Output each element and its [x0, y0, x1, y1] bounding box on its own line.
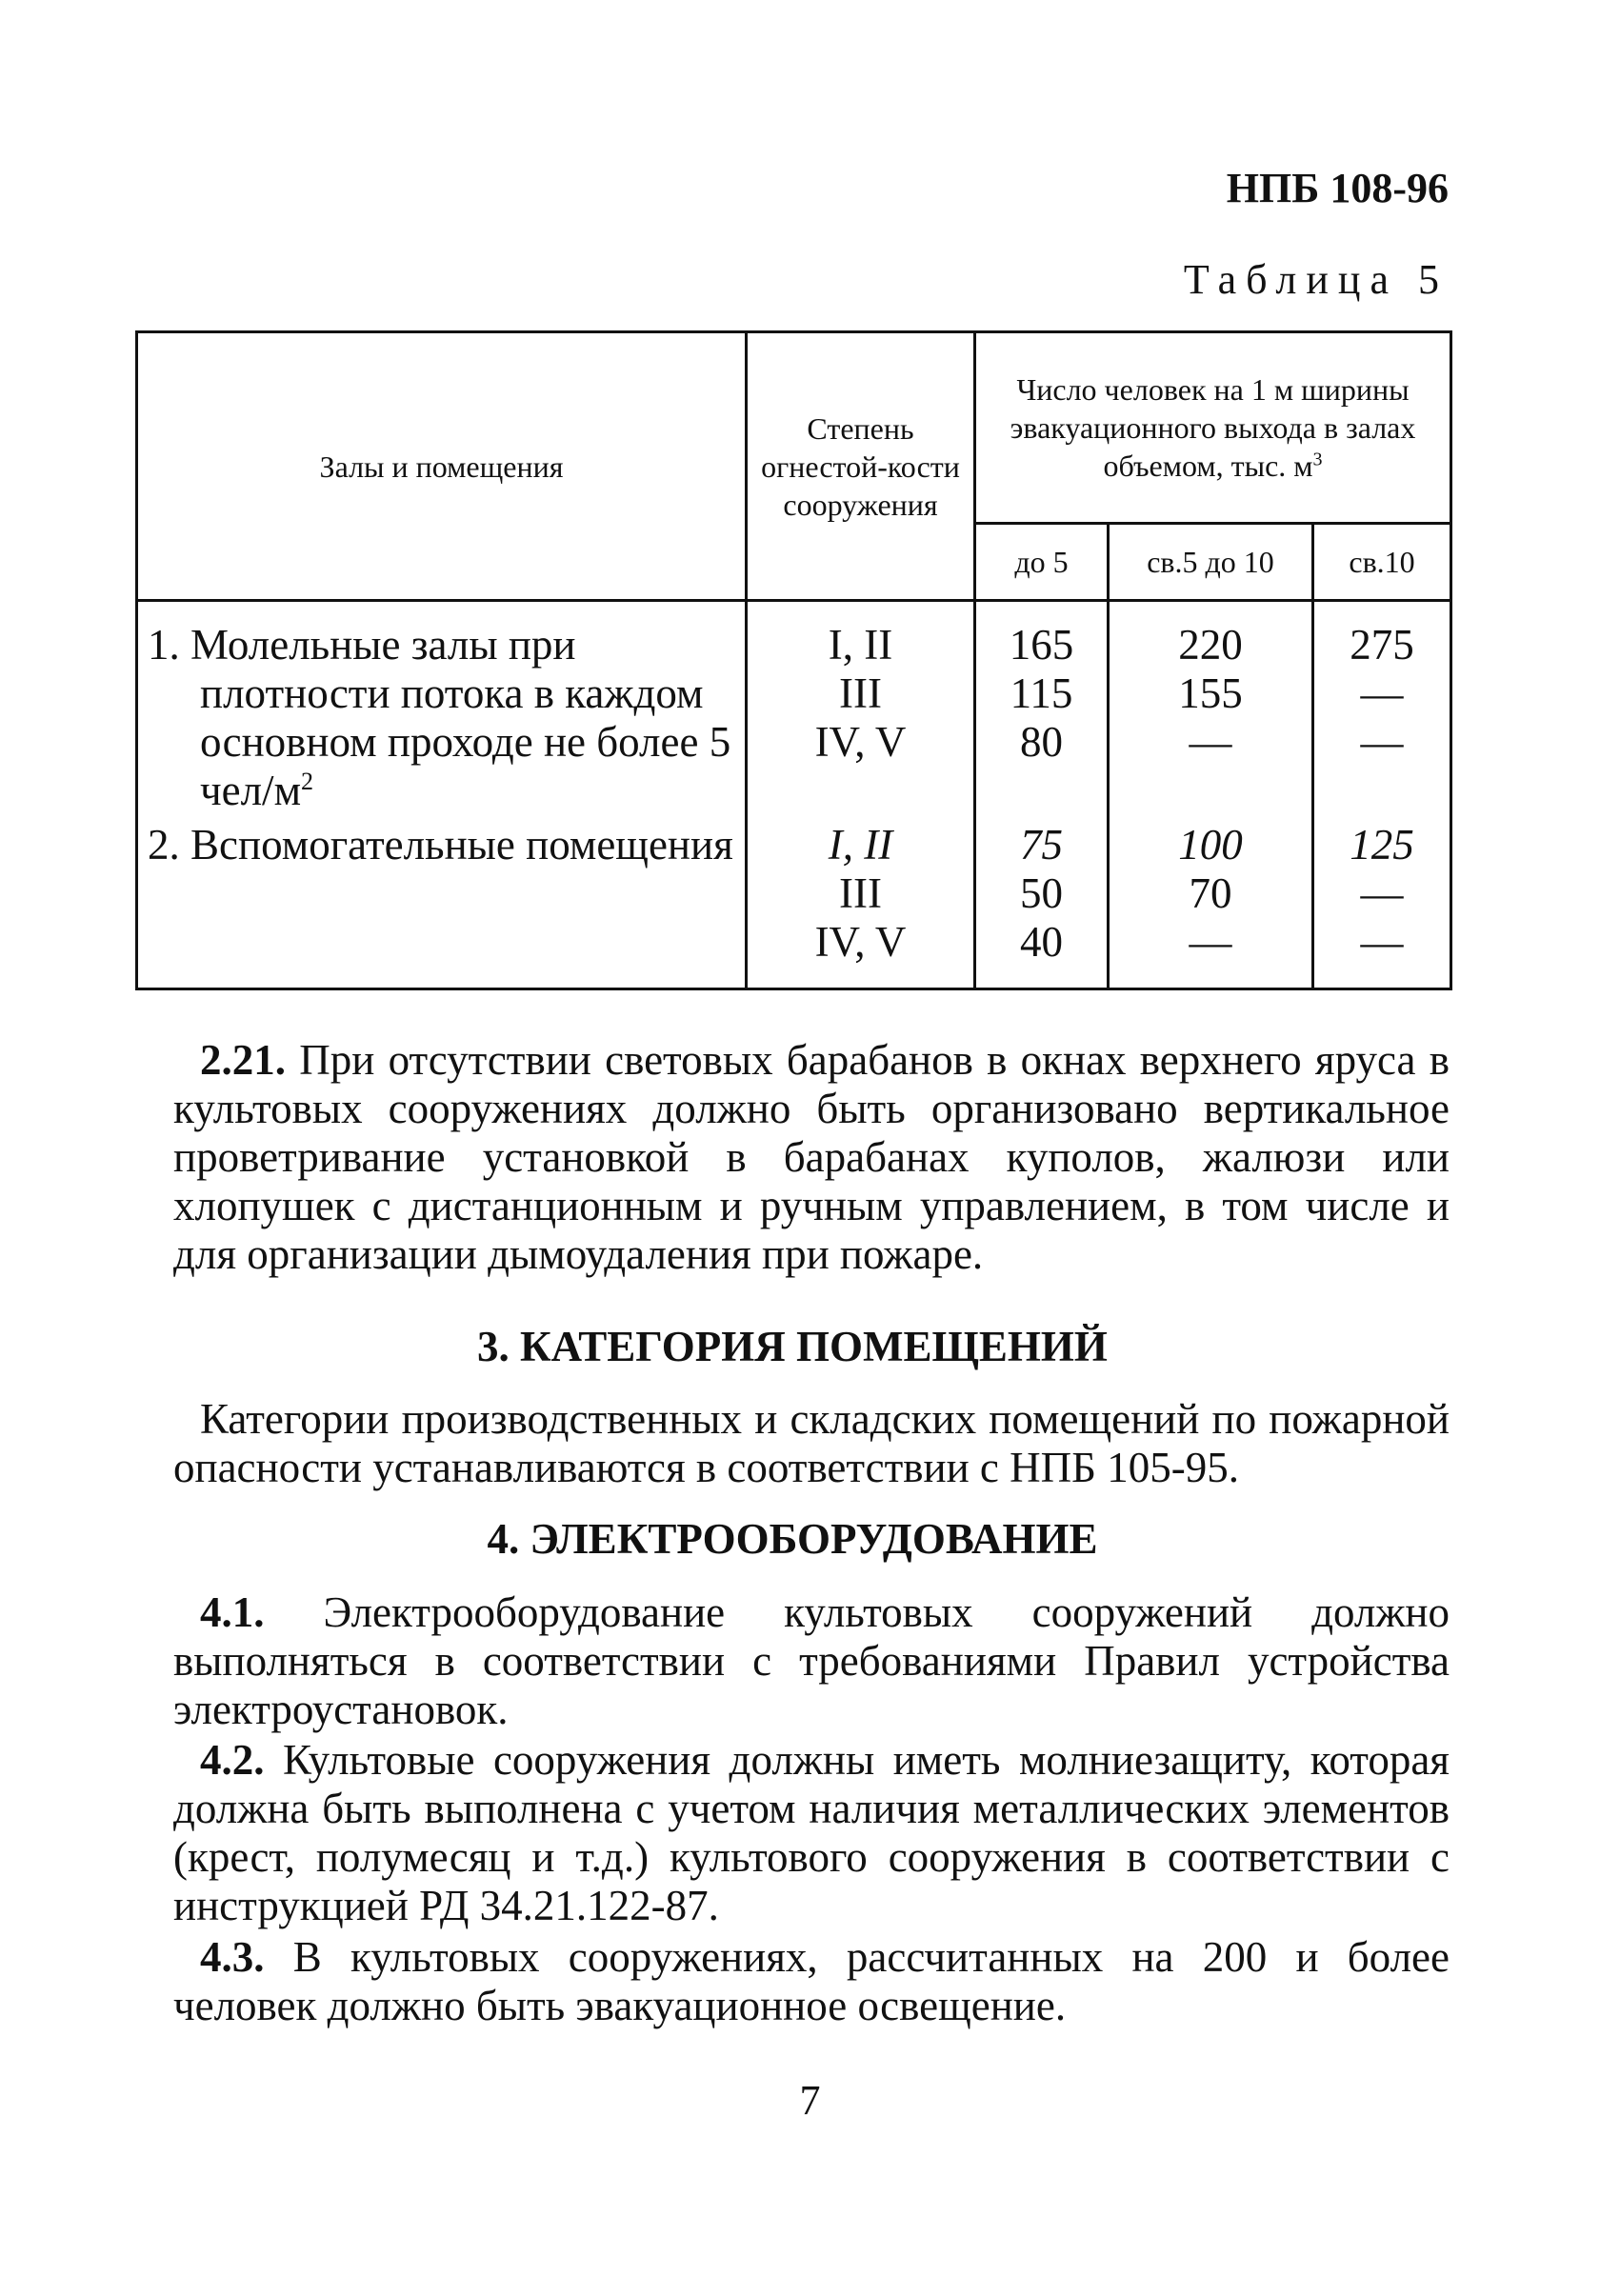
row-over10: 125 — —	[1313, 815, 1451, 989]
table-row	[137, 815, 1451, 989]
row-degrees: I, II III IV, V	[747, 601, 975, 816]
document-code: НПБ 108-96	[1226, 165, 1449, 211]
paragraph-4-1	[173, 1588, 1450, 1734]
header-volume-over-10: св.10	[1313, 524, 1451, 601]
header-people-per-meter: Число человек на 1 м ширины эвакуационного выхода в залах объемом, тыс. $м^3$	[975, 332, 1451, 524]
row-name: 2. Вспомогательные помещения	[137, 815, 747, 989]
paragraph-text: В культовых сооружениях, рассчитанных на 200 и более человек должно быть эвакуационное освещение.	[173, 1933, 1450, 2029]
table-caption: Таблица 5	[1183, 256, 1449, 303]
section-3-title: 3. КАТЕГОРИЯ ПОМЕЩЕНИЙ	[477, 1323, 1108, 1370]
row-degrees: I, II III IV, V	[747, 815, 975, 989]
header-halls: Залы и помещения	[137, 332, 747, 601]
paragraph-text: Категории производственных и складских помещений по пожарной опасности устанавливаются в соответствии с НПБ 105-95.	[173, 1395, 1450, 1491]
row-5-to-10: 220 155 —	[1109, 601, 1313, 816]
row-5-to-10: 100 70 —	[1109, 815, 1313, 989]
row-upto5: 165 115 80	[975, 601, 1109, 816]
paragraph-number: 4.1.	[200, 1588, 265, 1636]
section-4-title: 4. ЭЛЕКТРООБОРУДОВАНИЕ	[487, 1515, 1098, 1563]
page-number: 7	[799, 2077, 821, 2124]
paragraph-3	[173, 1395, 1450, 1492]
paragraph-2-21	[173, 1036, 1450, 1279]
header-volume-5-to-10: св.5 до 10	[1109, 524, 1313, 601]
header-fire-resistance: Степень огнестой-кости сооружения	[747, 332, 975, 601]
row-over10: 275 — —	[1313, 601, 1451, 816]
paragraph-number: 2.21.	[200, 1036, 286, 1084]
paragraph-4-2	[173, 1736, 1450, 1930]
table-row	[137, 601, 1451, 816]
paragraph-text: Культовые сооружения должны иметь молниезащиту, которая должна быть выполнена с учетом наличия металлических элементов (крест, полумесяц и т.д.) культового сооружения в соответствии с инструкцией РД 34.21.122-87.	[173, 1736, 1450, 1929]
paragraph-text: При отсутствии световых барабанов в окнах верхнего яруса в культовых сооружениях должно быть организовано вертикальное проветривание установкой в барабанах куполов, жалюзи или хлопушек с дистанционным и ручным управлением, в том числе и для организации дымоудаления при пожаре.	[173, 1036, 1450, 1278]
paragraph-number: 4.3.	[200, 1933, 265, 1981]
evacuation-capacity-table	[135, 330, 1452, 990]
row-upto5: 75 50 40	[975, 815, 1109, 989]
paragraph-text: Электрооборудование культовых сооружений должно выполняться в соответствии с требованиями Правил устройства электроустановок.	[173, 1588, 1450, 1733]
header-volume-upto-5: до 5	[975, 524, 1109, 601]
row-name: 1. Молельные залы при плотности потока в каждом основном проходе не более 5 чел/$м^2$	[137, 601, 747, 816]
paragraph-4-3	[173, 1933, 1450, 2030]
paragraph-number: 4.2.	[200, 1736, 265, 1784]
